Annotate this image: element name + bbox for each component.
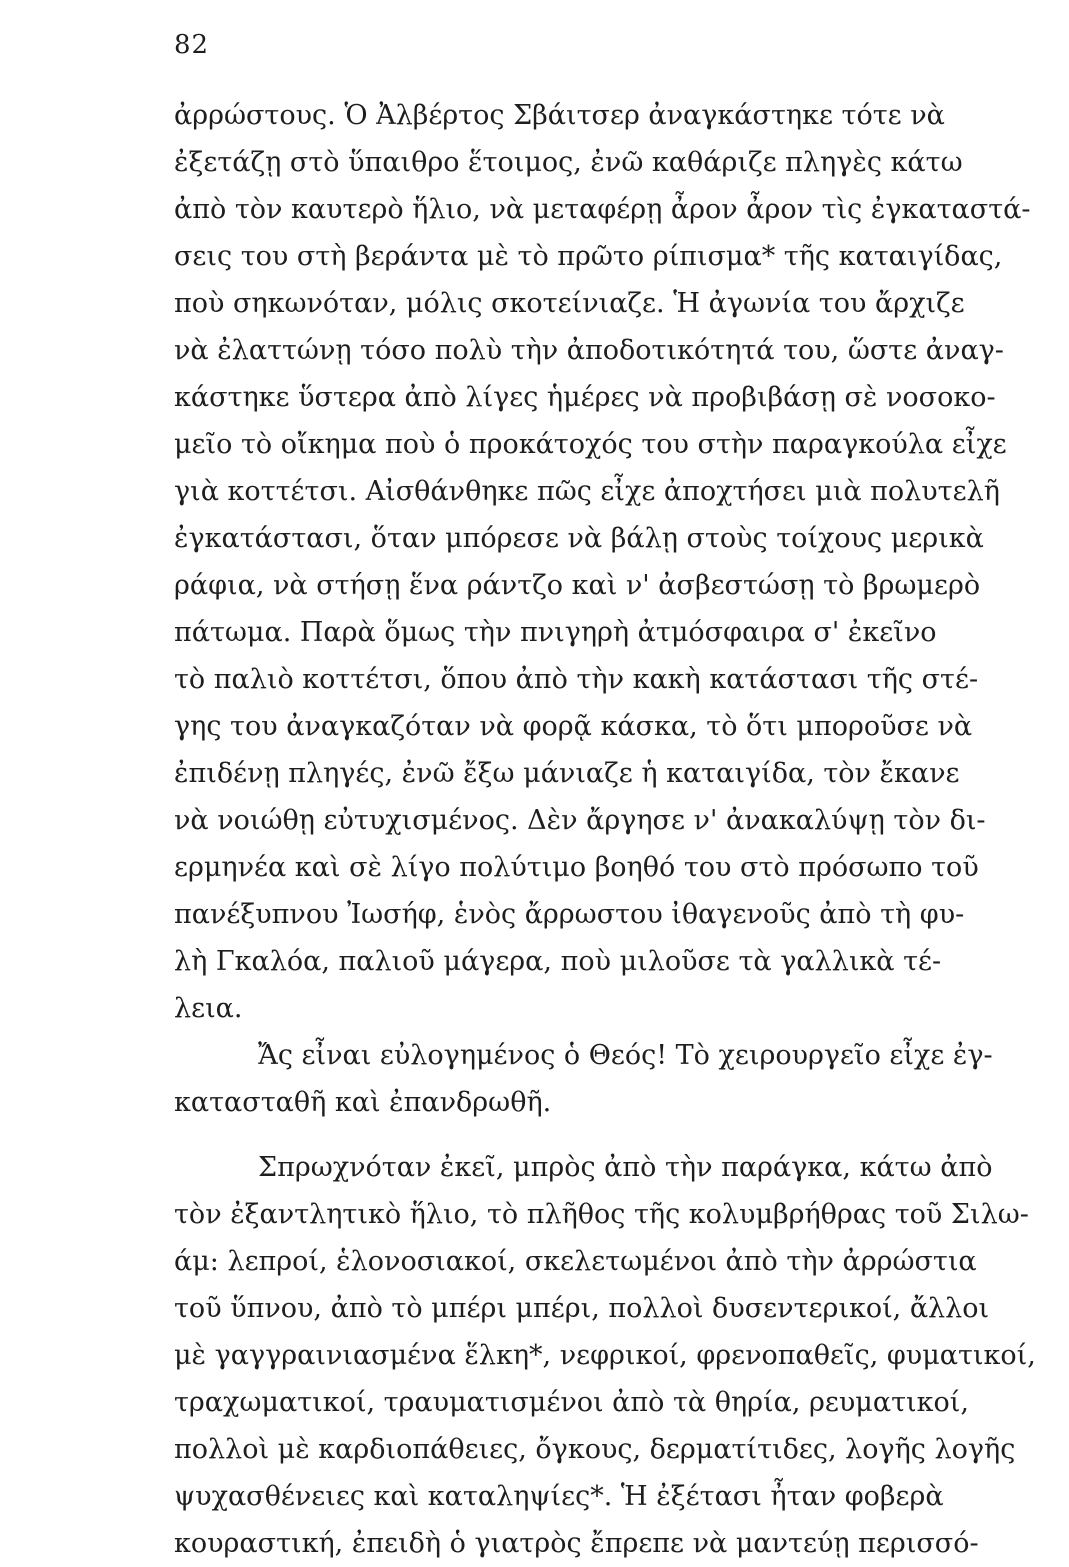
text-line: ἐπιδένῃ πληγές, ἐνῶ ἔξω μάνιαζε ἡ καταιγίδα, τὸν ἔκανε	[174, 758, 960, 789]
text-line: τὸν ἐξαντλητικὸ ἥλιο, τὸ πλῆθος τῆς κολυμβρήθρας τοῦ Σιλω-	[174, 1199, 1029, 1230]
text-line: τὸ παλιὸ κοττέτσι, ὅπου ἀπὸ τὴν κακὴ κατάστασι τῆς στέ-	[174, 664, 979, 695]
text-line: γης του ἀναγκαζόταν νὰ φορᾷ κάσκα, τὸ ὅτι μποροῦσε νὰ	[174, 711, 973, 742]
text-line: γιὰ κοττέτσι. Αἰσθάνθηκε πῶς εἶχε ἀποχτήσει μιὰ πολυτελῆ	[174, 476, 1000, 507]
text-line: σεις του στὴ βεράντα μὲ τὸ πρῶτο ρίπισμα* τῆς καταιγίδας,	[174, 241, 1003, 272]
text-line: νὰ νοιώθῃ εὐτυχισμένος. Δὲν ἄργησε ν' ἀνακαλύψῃ τὸν δι-	[174, 805, 986, 836]
body-text	[174, 92, 1036, 1567]
text-line: ἐγκατάστασι, ὅταν μπόρεσε νὰ βάλῃ στοὺς τοίχους μερικὰ	[174, 523, 984, 554]
text-line: κουραστική, ἐπειδὴ ὁ γιατρὸς ἔπρεπε νὰ μαντεύῃ περισσό-	[174, 1528, 979, 1559]
paragraph-first-line: Ἄς εἶναι εὐλογημένος ὁ Θεός! Τὸ χειρουργεῖο εἶχε ἐγ-	[258, 1040, 993, 1071]
text-line: ἀπὸ τὸν καυτερὸ ἥλιο, νὰ μεταφέρῃ ἆρον ἆρον τὶς ἐγκαταστά-	[174, 194, 1031, 225]
text-line: ἐξετάζῃ στὸ ὕπαιθρο ἕτοιμος, ἐνῶ καθάριζε πληγὲς κάτω	[174, 147, 963, 178]
text-line: ψυχασθένειες καὶ καταληψίες*. Ἡ ἐξέτασι ἦταν φοβερὰ	[174, 1481, 944, 1512]
text-line: ερμηνέα καὶ σὲ λίγο πολύτιμο βοηθό του στὸ πρόσωπο τοῦ	[174, 852, 979, 883]
text-line: άμ: λεπροί, ἑλονοσιακοί, σκελετωμένοι ἀπὸ τὴν ἀρρώστια	[174, 1246, 977, 1277]
paragraph-first-line: Σπρωχνόταν ἐκεῖ, μπρὸς ἀπὸ τὴν παράγκα, κάτω ἀπὸ	[258, 1152, 993, 1183]
text-line: μεῖο τὸ οἴκημα ποὺ ὁ προκάτοχός του στὴν παραγκούλα εἶχε	[174, 429, 1007, 460]
text-line: ποὺ σηκωνόταν, μόλις σκοτείνιαζε. Ἡ ἀγωνία του ἄρχιζε	[174, 288, 965, 319]
text-line: πάτωμα. Παρὰ ὅμως τὴν πνιγηρὴ ἀτμόσφαιρα σ' ἐκεῖνο	[174, 617, 937, 648]
text-line: τραχωματικοί, τραυματισμένοι ἀπὸ τὰ θηρία, ρευματικοί,	[174, 1387, 969, 1418]
text-line: λεια.	[174, 993, 243, 1024]
page-number: 82	[174, 30, 210, 60]
text-line: κάστηκε ὕστερα ἀπὸ λίγες ἡμέρες νὰ προβιβάσῃ σὲ νοσοκο-	[174, 382, 996, 413]
text-line: πολλοὶ μὲ καρδιοπάθειες, ὄγκους, δερματίτιδες, λογῆς λογῆς	[174, 1434, 1016, 1465]
text-line: λὴ Γκαλόα, παλιοῦ μάγερα, ποὺ μιλοῦσε τὰ γαλλικὰ τέ-	[174, 946, 942, 977]
text-line: τοῦ ὕπνου, ἀπὸ τὸ μπέρι μπέρι, πολλοὶ δυσεντερικοί, ἄλλοι	[174, 1293, 990, 1324]
text-line: μὲ γαγγραινιασμένα ἕλκη*, νεφρικοί, φρενοπαθεῖς, φυματικοί,	[174, 1340, 1036, 1371]
text-line: νὰ ἐλαττώνῃ τόσο πολὺ τὴν ἀποδοτικότητά του, ὥστε ἀναγ-	[174, 335, 1004, 366]
text-line: κατασταθῆ καὶ ἐπανδρωθῆ.	[174, 1087, 552, 1118]
text-line: ράφια, νὰ στήσῃ ἕνα ράντζο καὶ ν' ἀσβεστώσῃ τὸ βρωμερὸ	[174, 570, 981, 601]
text-line: πανέξυπνου Ἰωσήφ, ἑνὸς ἄρρωστου ἰθαγενοῦς ἀπὸ τὴ φυ-	[174, 899, 965, 930]
text-line: ἀρρώστους. Ὁ Ἀλβέρτος Σβάιτσερ ἀναγκάστηκε τότε νὰ	[174, 100, 945, 131]
